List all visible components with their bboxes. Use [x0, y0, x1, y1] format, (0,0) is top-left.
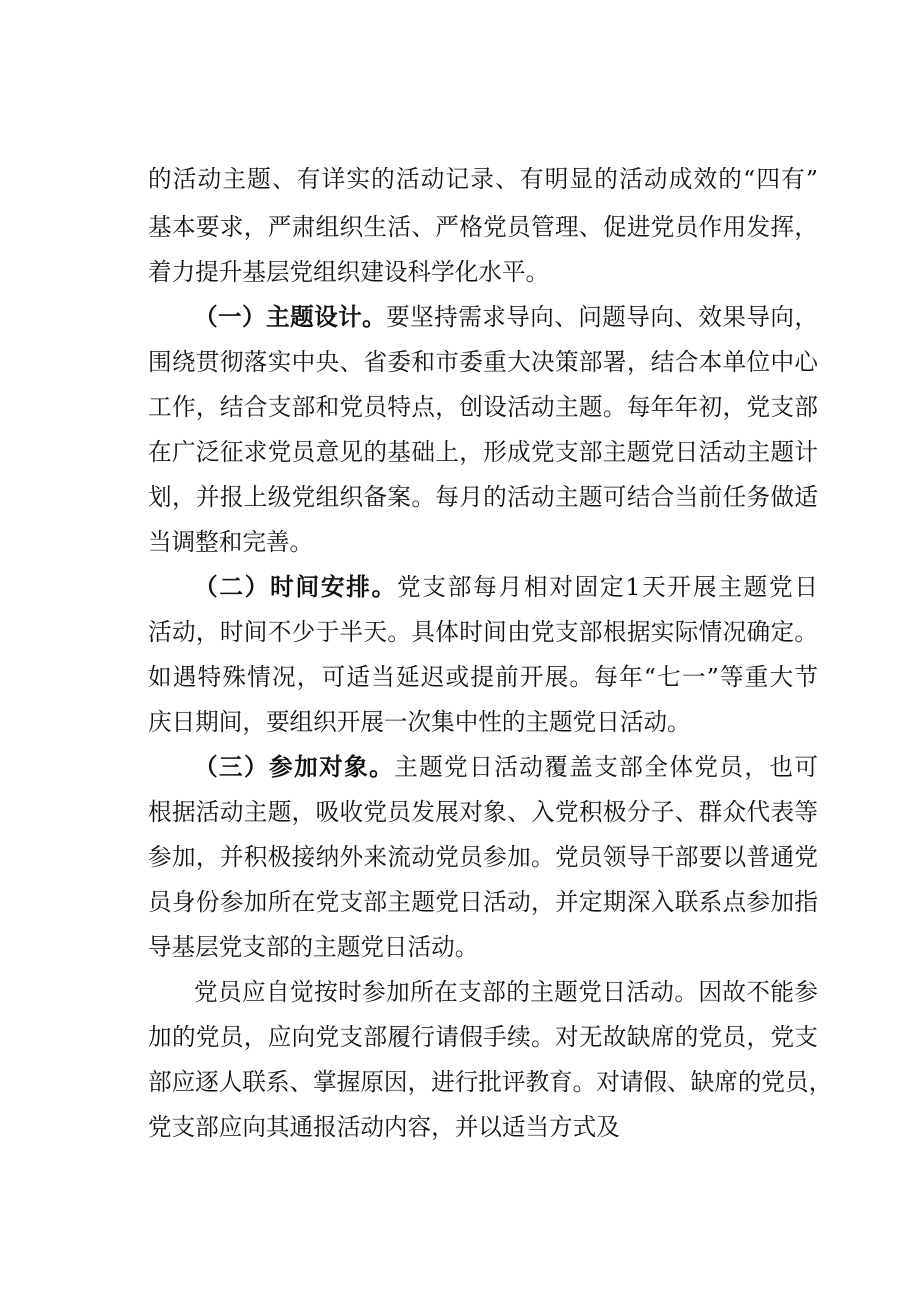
- section-heading: （一）主题设计。: [194, 303, 387, 331]
- paragraph-line: 如遇特殊情况，可适当延迟或提前开展。每年“七一”等重大节: [148, 663, 818, 691]
- paragraph-line: 加的党员，应向党支部履行请假手续。对无故缺席的党员，党支: [148, 1023, 818, 1051]
- paragraph-line: 基本要求，严肃组织生活、严格党员管理、促进党员作用发挥，: [148, 213, 818, 241]
- paragraph-first-line: 党员应自觉按时参加所在支部的主题党日活动。因故不能参: [194, 978, 818, 1006]
- paragraph-line: 划，并报上级党组织备案。每月的活动主题可结合当前任务做适: [148, 483, 818, 511]
- paragraph-line: 导基层党支部的主题党日活动。: [148, 933, 479, 961]
- paragraph-first-line: [194, 745, 818, 789]
- paragraph-text: 要坚持需求导向、问题导向、效果导向，: [386, 303, 819, 331]
- section-heading: （三）参加对象。: [194, 753, 395, 781]
- paragraph-line: 工作，结合支部和党员特点，创设活动主题。每年年初，党支部: [148, 393, 818, 421]
- paragraph-line: 当调整和完善。: [148, 528, 314, 556]
- paragraph-line: 根据活动主题，吸收党员发展对象、入党积极分子、群众代表等: [148, 798, 818, 826]
- paragraph-line: 党支部应向其通报活动内容，并以适当方式及: [148, 1113, 620, 1141]
- paragraph-text: 党支部每月相对固定1天开展主题党日: [397, 573, 818, 601]
- paragraph-first-line: [194, 565, 818, 609]
- paragraph-line: 在广泛征求党员意见的基础上，形成党支部主题党日活动主题计: [148, 438, 818, 466]
- paragraph-line: 员身份参加所在党支部主题党日活动，并定期深入联系点参加指: [148, 888, 818, 916]
- paragraph-line: 围绕贯彻落实中央、省委和市委重大决策部署，结合本单位中心: [148, 348, 818, 376]
- paragraph-line: 活动，时间不少于半天。具体时间由党支部根据实际情况确定。: [148, 618, 818, 646]
- paragraph-line: 参加，并积极接纳外来流动党员参加。党员领导干部要以普通党: [148, 843, 818, 871]
- paragraph-line: 庆日期间，要组织开展一次集中性的主题党日活动。: [148, 708, 691, 736]
- paragraph-first-line: [194, 295, 818, 339]
- paragraph-line: 部应逐人联系、掌握原因，进行批评教育。对请假、缺席的党员，: [148, 1068, 833, 1096]
- paragraph-line: 的活动主题、有详实的活动记录、有明显的活动成效的“四有”: [148, 165, 818, 193]
- paragraph-text: 主题党日活动覆盖支部全体党员，也可: [394, 753, 819, 781]
- paragraph-line: 着力提升基层党组织建设科学化水平。: [148, 258, 550, 286]
- section-heading: （二）时间安排。: [194, 573, 397, 601]
